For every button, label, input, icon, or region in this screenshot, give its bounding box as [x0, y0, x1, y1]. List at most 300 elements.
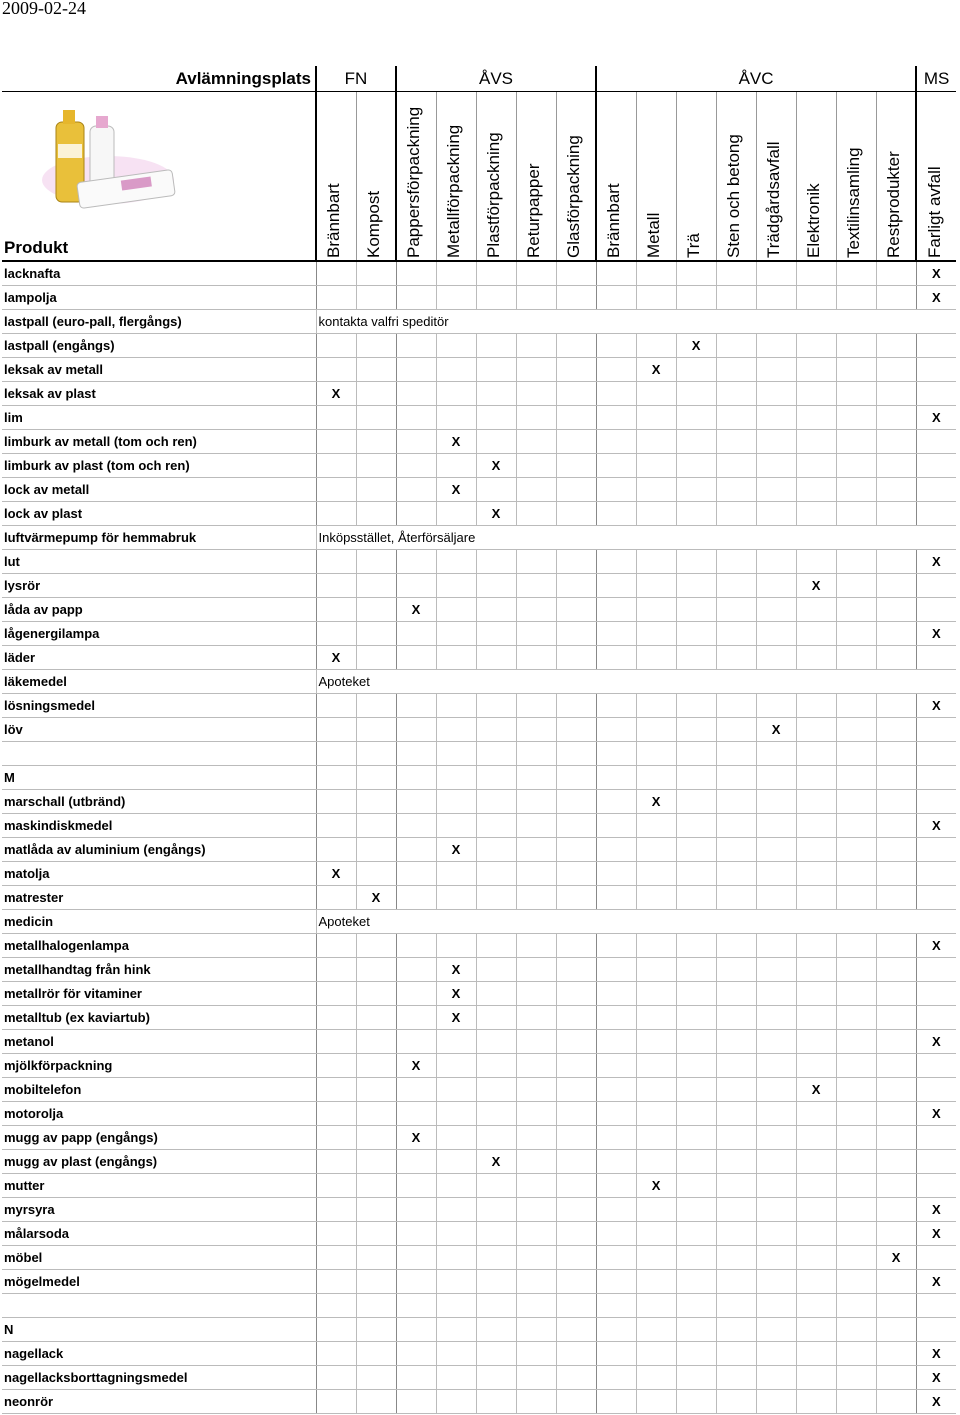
cell — [716, 406, 756, 430]
cell — [716, 1006, 756, 1030]
cell — [476, 1126, 516, 1150]
cell — [476, 838, 516, 862]
cell — [436, 1318, 476, 1342]
cell — [796, 838, 836, 862]
cell — [836, 1270, 876, 1294]
cell — [676, 1150, 716, 1174]
cell-mark: X — [916, 934, 956, 958]
cell — [596, 574, 636, 598]
product-name: läkemedel — [2, 670, 316, 694]
cell — [316, 1270, 356, 1294]
cell-mark: X — [916, 1342, 956, 1366]
cell — [596, 766, 636, 790]
cell — [636, 1246, 676, 1270]
cell — [596, 1174, 636, 1198]
cell — [396, 934, 436, 958]
cell — [516, 1078, 556, 1102]
product-name: metanol — [2, 1030, 316, 1054]
cell — [476, 1318, 516, 1342]
cell — [876, 430, 916, 454]
cell — [756, 574, 796, 598]
table-row — [2, 1006, 956, 1030]
cell — [876, 1174, 916, 1198]
cell — [876, 454, 916, 478]
product-name: mugg av papp (engångs) — [2, 1126, 316, 1150]
product-name — [2, 742, 316, 766]
cell — [916, 742, 956, 766]
cell — [436, 1270, 476, 1294]
cell — [876, 982, 916, 1006]
cell — [356, 1390, 396, 1414]
cell — [356, 862, 396, 886]
cell — [316, 1318, 356, 1342]
cell — [676, 550, 716, 574]
cell — [916, 478, 956, 502]
cell — [756, 1150, 796, 1174]
cell-mark: X — [916, 261, 956, 286]
cell — [876, 1294, 916, 1318]
product-name: löv — [2, 718, 316, 742]
cell — [516, 862, 556, 886]
cell — [756, 1174, 796, 1198]
cell-mark: X — [916, 1030, 956, 1054]
table-row — [2, 646, 956, 670]
cell — [836, 454, 876, 478]
cell — [516, 406, 556, 430]
cell — [636, 1006, 676, 1030]
cell — [356, 1126, 396, 1150]
cell — [676, 1006, 716, 1030]
table-row — [2, 1246, 956, 1270]
cell — [476, 1198, 516, 1222]
cell — [396, 790, 436, 814]
cell — [676, 430, 716, 454]
product-name: lim — [2, 406, 316, 430]
cell — [756, 838, 796, 862]
cell — [796, 982, 836, 1006]
cell — [316, 622, 356, 646]
table-row — [2, 1126, 956, 1150]
cell — [876, 382, 916, 406]
cell — [876, 1030, 916, 1054]
cell — [796, 358, 836, 382]
cell — [556, 886, 596, 910]
cell — [596, 982, 636, 1006]
cell — [876, 1270, 916, 1294]
cell — [676, 814, 716, 838]
column-label: Glasförpackning — [563, 135, 583, 258]
cell-mark: X — [916, 286, 956, 310]
cell — [676, 1318, 716, 1342]
cell — [676, 406, 716, 430]
cell — [516, 1102, 556, 1126]
cell — [556, 646, 596, 670]
cell — [516, 958, 556, 982]
cell — [716, 646, 756, 670]
cell — [836, 646, 876, 670]
cell — [556, 694, 596, 718]
cell — [436, 358, 476, 382]
cell — [756, 1054, 796, 1078]
cell — [396, 718, 436, 742]
table-row — [2, 1318, 956, 1342]
product-name: lågenergilampa — [2, 622, 316, 646]
cell — [836, 286, 876, 310]
product-label: Produkt — [4, 238, 69, 257]
cell — [596, 334, 636, 358]
product-name: matolja — [2, 862, 316, 886]
cell — [556, 454, 596, 478]
cell — [316, 1006, 356, 1030]
table-row — [2, 886, 956, 910]
cell-mark: X — [916, 622, 956, 646]
table-row — [2, 526, 956, 550]
cell — [476, 1294, 516, 1318]
cell — [476, 886, 516, 910]
cell — [836, 790, 876, 814]
cell — [396, 1390, 436, 1414]
cell — [876, 550, 916, 574]
cell — [756, 886, 796, 910]
cell — [756, 406, 796, 430]
cell-mark: X — [796, 1078, 836, 1102]
cell — [436, 1030, 476, 1054]
cell — [636, 1198, 676, 1222]
column-label: Brännbart — [324, 183, 344, 258]
column-header — [676, 92, 716, 262]
cell — [836, 261, 876, 286]
cell — [636, 261, 676, 286]
cell — [436, 1366, 476, 1390]
table-row — [2, 982, 956, 1006]
cell — [436, 766, 476, 790]
cell — [316, 1054, 356, 1078]
cell — [916, 646, 956, 670]
cell — [716, 718, 756, 742]
cell — [476, 982, 516, 1006]
product-name: matrester — [2, 886, 316, 910]
cell — [476, 478, 516, 502]
cell — [716, 550, 756, 574]
column-label: Plastförpackning — [484, 132, 504, 258]
table-row — [2, 574, 956, 598]
cell — [676, 261, 716, 286]
cell — [516, 430, 556, 454]
cell — [436, 694, 476, 718]
cell — [876, 718, 916, 742]
table-row — [2, 406, 956, 430]
cell — [636, 430, 676, 454]
cell — [636, 598, 676, 622]
cell — [316, 814, 356, 838]
cell — [396, 382, 436, 406]
cell — [636, 958, 676, 982]
cell — [676, 358, 716, 382]
cell — [676, 1078, 716, 1102]
cell — [356, 1270, 396, 1294]
cell — [396, 646, 436, 670]
cell-mark: X — [916, 694, 956, 718]
product-name: mjölkförpackning — [2, 1054, 316, 1078]
cell-mark: X — [916, 1366, 956, 1390]
cell-mark: X — [476, 502, 516, 526]
cell — [316, 502, 356, 526]
cell — [676, 1102, 716, 1126]
product-name: neonrör — [2, 1390, 316, 1414]
cell — [436, 862, 476, 886]
cell — [916, 1174, 956, 1198]
cell — [796, 790, 836, 814]
cell — [836, 1366, 876, 1390]
cell — [636, 478, 676, 502]
cell — [636, 862, 676, 886]
cell — [796, 1222, 836, 1246]
cell — [636, 646, 676, 670]
cell — [876, 1102, 916, 1126]
cell — [916, 430, 956, 454]
cell — [436, 454, 476, 478]
cell — [636, 1030, 676, 1054]
column-header — [316, 92, 356, 262]
cell — [396, 334, 436, 358]
cell — [636, 934, 676, 958]
cell — [636, 334, 676, 358]
cell — [836, 862, 876, 886]
cell — [436, 1246, 476, 1270]
cell — [596, 550, 636, 574]
column-label: Brännbart — [604, 183, 624, 258]
cell — [356, 1222, 396, 1246]
table-row — [2, 286, 956, 310]
cell — [596, 261, 636, 286]
cell — [876, 334, 916, 358]
cell — [876, 1198, 916, 1222]
cell — [796, 1366, 836, 1390]
cell — [396, 766, 436, 790]
cell — [876, 1366, 916, 1390]
column-header — [876, 92, 916, 262]
cell — [636, 622, 676, 646]
cell — [596, 430, 636, 454]
cell — [876, 478, 916, 502]
cell — [356, 1342, 396, 1366]
cell — [876, 574, 916, 598]
table-row — [2, 958, 956, 982]
cell — [596, 1006, 636, 1030]
product-name: metallrör för vitaminer — [2, 982, 316, 1006]
table-row — [2, 1174, 956, 1198]
cell — [596, 622, 636, 646]
table-row — [2, 1102, 956, 1126]
cell — [836, 1030, 876, 1054]
product-name: målarsoda — [2, 1222, 316, 1246]
column-header — [916, 92, 956, 262]
cell — [396, 1030, 436, 1054]
cell-mark: X — [436, 430, 476, 454]
cell — [916, 1150, 956, 1174]
cell — [716, 1174, 756, 1198]
cell — [916, 1006, 956, 1030]
cell — [316, 1102, 356, 1126]
cell — [636, 838, 676, 862]
cell — [916, 1246, 956, 1270]
cell — [796, 1318, 836, 1342]
cell — [876, 1054, 916, 1078]
cell — [676, 1222, 716, 1246]
cell — [836, 886, 876, 910]
cell — [796, 382, 836, 406]
cell — [556, 1102, 596, 1126]
cell — [636, 1342, 676, 1366]
product-name: metallhalogenlampa — [2, 934, 316, 958]
cell — [636, 550, 676, 574]
cell-mark: X — [916, 1390, 956, 1414]
cell — [876, 502, 916, 526]
cell — [596, 1150, 636, 1174]
cell-mark: X — [916, 1270, 956, 1294]
header-groups-row — [2, 66, 956, 92]
cell — [676, 622, 716, 646]
product-name: limburk av metall (tom och ren) — [2, 430, 316, 454]
cell — [596, 1390, 636, 1414]
cell — [516, 478, 556, 502]
cell — [516, 934, 556, 958]
cell — [396, 886, 436, 910]
drop-off-place-label: Avlämningsplats — [2, 66, 316, 92]
cell-mark: X — [636, 790, 676, 814]
cell — [756, 1246, 796, 1270]
table-row — [2, 1030, 956, 1054]
cell — [356, 622, 396, 646]
cell — [556, 334, 596, 358]
cell-mark: X — [436, 982, 476, 1006]
cell — [756, 766, 796, 790]
cell — [796, 766, 836, 790]
cell — [436, 886, 476, 910]
cell — [596, 838, 636, 862]
cell — [676, 1174, 716, 1198]
cell — [516, 1342, 556, 1366]
product-name: metallhandtag från hink — [2, 958, 316, 982]
column-header — [716, 92, 756, 262]
cell-mark: X — [476, 454, 516, 478]
cell — [516, 334, 556, 358]
cell — [316, 790, 356, 814]
cell — [476, 790, 516, 814]
cell — [716, 1222, 756, 1246]
product-name: lastpall (euro-pall, flergångs) — [2, 310, 316, 334]
cell-mark: X — [796, 574, 836, 598]
cell — [556, 718, 596, 742]
cell-mark: X — [476, 1150, 516, 1174]
cell — [356, 334, 396, 358]
product-name — [2, 1294, 316, 1318]
cell — [716, 358, 756, 382]
cell — [756, 982, 796, 1006]
cell — [796, 694, 836, 718]
cell — [756, 742, 796, 766]
header-columns-row — [2, 92, 956, 262]
cell — [356, 814, 396, 838]
product-header — [2, 92, 316, 262]
cell — [516, 1294, 556, 1318]
cell — [476, 862, 516, 886]
cell — [796, 862, 836, 886]
cell — [556, 1174, 596, 1198]
cell — [596, 1342, 636, 1366]
cell — [396, 430, 436, 454]
cell — [316, 694, 356, 718]
cell — [556, 766, 596, 790]
cell — [396, 502, 436, 526]
column-header — [436, 92, 476, 262]
table-row — [2, 1294, 956, 1318]
cell — [676, 382, 716, 406]
cell — [636, 1366, 676, 1390]
cell — [756, 382, 796, 406]
cell — [876, 622, 916, 646]
cell — [356, 1318, 396, 1342]
table-row — [2, 718, 956, 742]
cell — [836, 358, 876, 382]
cell — [876, 1222, 916, 1246]
cell — [716, 1342, 756, 1366]
cell — [356, 598, 396, 622]
cell — [516, 1150, 556, 1174]
cell — [796, 1030, 836, 1054]
cell — [436, 550, 476, 574]
cell — [396, 742, 436, 766]
column-label: Textilinsamling — [844, 147, 864, 258]
cell — [916, 598, 956, 622]
cell — [356, 1078, 396, 1102]
cell — [516, 814, 556, 838]
cell — [756, 334, 796, 358]
cell — [636, 886, 676, 910]
cell — [316, 742, 356, 766]
cell — [636, 1270, 676, 1294]
cell — [876, 1006, 916, 1030]
cell — [556, 1270, 596, 1294]
cell — [396, 1198, 436, 1222]
cell-mark: X — [876, 1246, 916, 1270]
column-label: Farligt avfall — [924, 166, 944, 258]
cell — [516, 742, 556, 766]
cell — [436, 1390, 476, 1414]
cell — [716, 1270, 756, 1294]
cell — [356, 742, 396, 766]
cell — [316, 598, 356, 622]
product-name: nagellack — [2, 1342, 316, 1366]
table-row — [2, 622, 956, 646]
cell-mark: X — [636, 1174, 676, 1198]
cell — [556, 574, 596, 598]
cell — [356, 1366, 396, 1390]
cell — [596, 1318, 636, 1342]
cell — [716, 1078, 756, 1102]
column-label: Elektronik — [804, 183, 824, 258]
cell — [516, 646, 556, 670]
cell — [396, 1318, 436, 1342]
cell — [436, 406, 476, 430]
cell — [556, 814, 596, 838]
cell — [316, 1222, 356, 1246]
cell — [676, 766, 716, 790]
column-label: Restprodukter — [883, 151, 903, 258]
cell — [316, 934, 356, 958]
cell — [316, 286, 356, 310]
cell — [756, 1390, 796, 1414]
